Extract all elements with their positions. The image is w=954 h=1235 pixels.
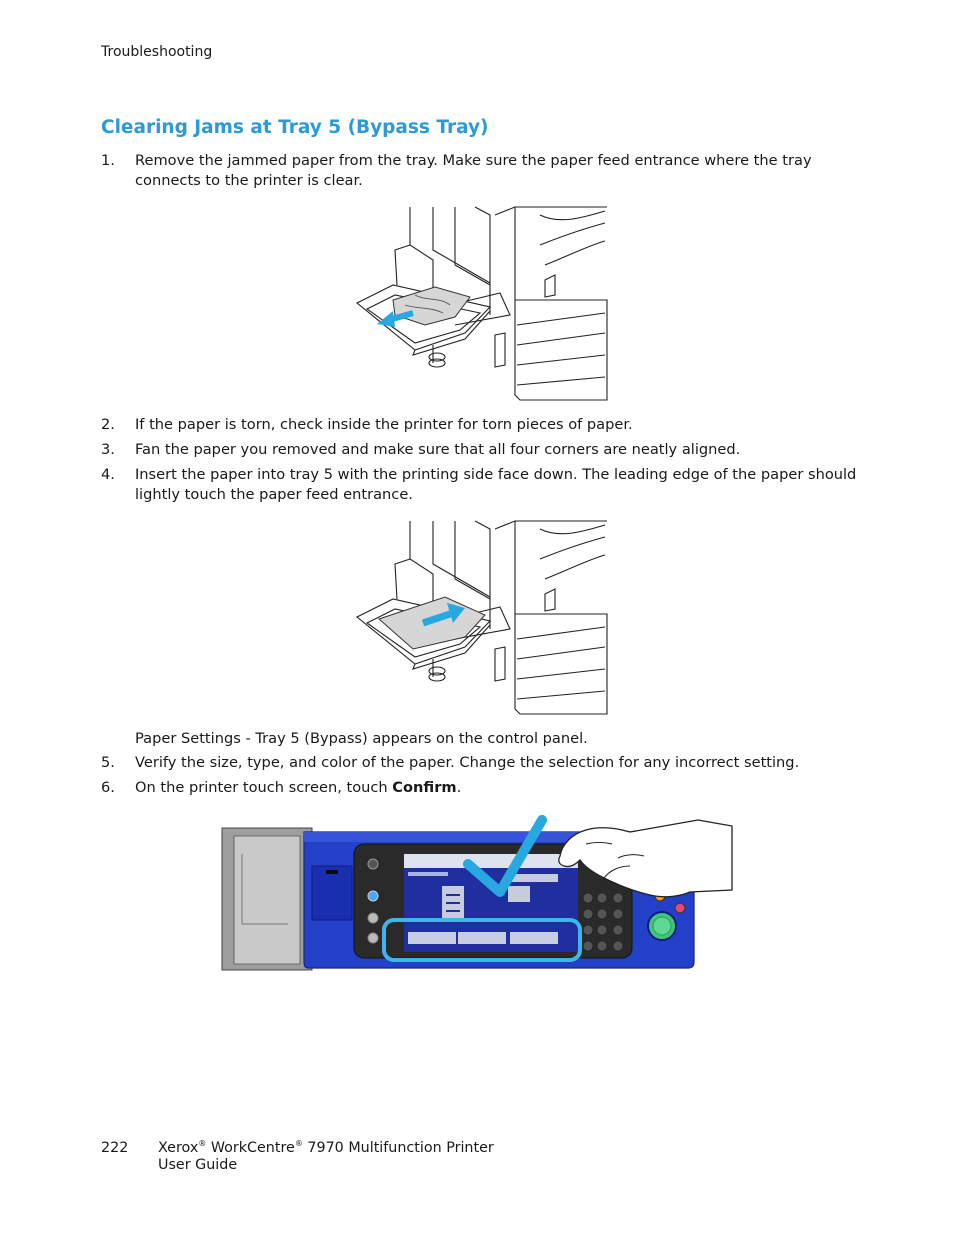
step-1 xyxy=(101,151,861,191)
running-head: Troubleshooting xyxy=(101,44,213,60)
product-name: Xerox® WorkCentre® 7970 Multifunction Printer User Guide xyxy=(158,1139,494,1173)
step-number: 6. xyxy=(101,779,115,796)
step-text: Remove the jammed paper from the tray. Make sure the paper feed entrance where the tray connects to the printer is clear. xyxy=(135,152,812,189)
figure-remove-paper xyxy=(355,205,610,407)
step-5 xyxy=(101,753,861,773)
step-text: If the paper is torn, check inside the printer for torn pieces of paper. xyxy=(135,416,633,433)
step-number: 5. xyxy=(101,754,115,771)
step-number: 3. xyxy=(101,441,115,458)
step-number: 1. xyxy=(101,152,115,169)
step-text: On the printer touch screen, touch Confirm. xyxy=(135,779,462,796)
step-number: 4. xyxy=(101,466,115,483)
step-text: Verify the size, type, and color of the paper. Change the selection for any incorrect setting. xyxy=(135,754,800,771)
step-3 xyxy=(101,440,861,460)
step-6 xyxy=(101,778,861,798)
step-note: Paper Settings - Tray 5 (Bypass) appears on the control panel. xyxy=(135,730,588,747)
section-title: Clearing Jams at Tray 5 (Bypass Tray) xyxy=(101,117,489,138)
figure-control-panel xyxy=(220,814,735,974)
step-number: 2. xyxy=(101,416,115,433)
step-text: Insert the paper into tray 5 with the printing side face down. The leading edge of the paper should lightly touch the paper feed entrance. xyxy=(135,466,857,503)
step-2 xyxy=(101,415,861,435)
guide-title: User Guide xyxy=(158,1157,238,1173)
figure-insert-paper xyxy=(355,519,610,721)
confirm-term: Confirm xyxy=(392,779,457,796)
step-4 xyxy=(101,465,861,505)
page-number: 222 xyxy=(101,1140,129,1156)
step-text: Fan the paper you removed and make sure that all four corners are neatly aligned. xyxy=(135,441,741,458)
